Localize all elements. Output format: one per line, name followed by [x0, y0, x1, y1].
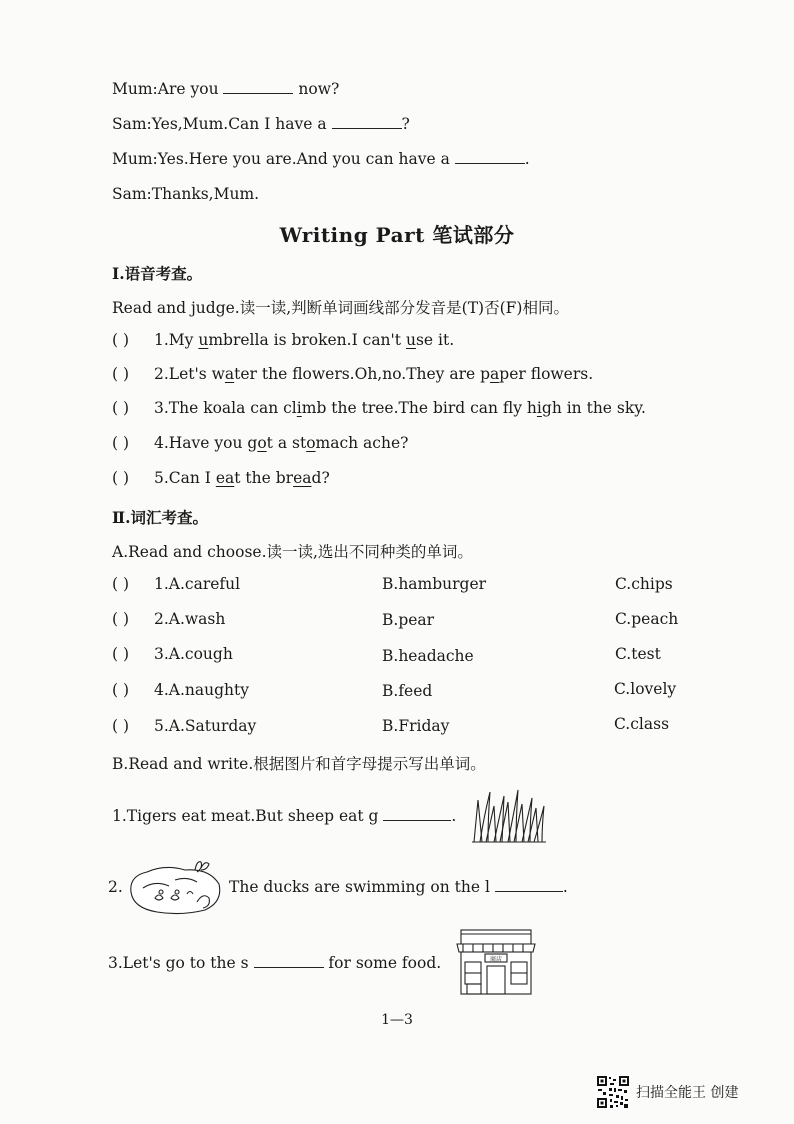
judge-item-2: ( ) 2.Let's water the flowers.Oh,no.They are paper flowers. — [112, 365, 594, 383]
answer-blank[interactable] — [383, 819, 451, 821]
option-b: B.pear — [382, 611, 435, 629]
answer-paren[interactable]: ( ) — [112, 365, 130, 383]
section1-instruction: Read and judge.读一读,判断单词画线部分发音是(T)否(F)相同。 — [112, 299, 569, 317]
option-c: C.lovely — [614, 680, 677, 698]
answer-paren[interactable]: ( ) — [112, 681, 130, 699]
answer-paren[interactable]: ( ) — [112, 610, 130, 628]
partA-instruction: A.Read and choose.读一读,选出不同种类的单词。 — [112, 543, 473, 561]
judge-item-1: ( ) 1.My umbrella is broken.I can't use it. — [112, 331, 455, 349]
dialogue-line-1: Mum:Are you now? — [112, 80, 340, 98]
choose-row-1: ( ) 1.A.careful — [112, 575, 241, 593]
choose-row-2: ( ) 2.A.wash — [112, 610, 226, 628]
judge-item-5: ( ) 5.Can I eat the bread? — [112, 469, 330, 487]
shop-sign: 商店 — [489, 956, 503, 963]
judge-item-3: ( ) 3.The koala can climb the tree.The bird can fly high in the sky. — [112, 399, 646, 417]
dialogue-line-3: Mum:Yes.Here you are.And you can have a . — [112, 150, 530, 168]
choose-row-5: ( ) 5.A.Saturday — [112, 717, 257, 735]
answer-blank[interactable] — [332, 127, 402, 129]
section1-heading: Ⅰ.语音考查。 — [112, 264, 203, 283]
choose-row-4: ( ) 4.A.naughty — [112, 681, 250, 699]
answer-paren[interactable]: ( ) — [112, 645, 130, 663]
option-c: C.class — [614, 715, 670, 733]
answer-blank[interactable] — [495, 890, 563, 892]
dialogue-line-4: Sam:Thanks,Mum. — [112, 185, 260, 203]
answer-paren[interactable]: ( ) — [112, 469, 130, 487]
choose-row-3: ( ) 3.A.cough — [112, 645, 233, 663]
option-b: B.headache — [382, 647, 474, 665]
answer-paren[interactable]: ( ) — [112, 434, 130, 452]
section2-heading: Ⅱ.词汇考查。 — [112, 508, 208, 527]
answer-paren[interactable]: ( ) — [112, 575, 130, 593]
judge-item-4: ( ) 4.Have you got a stomach ache? — [112, 434, 409, 452]
section-title: Writing Part 笔试部分 — [279, 223, 515, 247]
option-c: C.chips — [615, 575, 673, 593]
write-item-2-number: 2. — [108, 878, 123, 896]
lake-picture — [125, 858, 225, 918]
option-c: C.test — [615, 645, 661, 663]
partB-instruction: B.Read and write.根据图片和首字母提示写出单词。 — [112, 755, 486, 773]
option-b: B.feed — [382, 682, 433, 700]
answer-paren[interactable]: ( ) — [112, 331, 130, 349]
answer-paren[interactable]: ( ) — [112, 717, 130, 735]
write-item-2: The ducks are swimming on the l . — [229, 878, 568, 896]
shop-picture — [453, 926, 539, 998]
answer-paren[interactable]: ( ) — [112, 399, 130, 417]
write-item-3: 3.Let's go to the s for some food. — [108, 954, 442, 972]
answer-blank[interactable] — [223, 92, 293, 94]
option-c: C.peach — [615, 610, 679, 628]
option-b: B.hamburger — [382, 575, 487, 593]
watermark-text: 扫描全能王 创建 — [636, 1085, 739, 1101]
option-b: B.Friday — [382, 717, 450, 735]
scanner-watermark — [596, 1075, 738, 1109]
write-item-1: 1.Tigers eat meat.But sheep eat g . — [112, 807, 457, 825]
grass-picture — [470, 786, 548, 844]
answer-blank[interactable] — [254, 966, 324, 968]
dialogue-line-2: Sam:Yes,Mum.Can I have a ? — [112, 115, 410, 133]
page-number: 1—3 — [381, 1012, 413, 1028]
answer-blank[interactable] — [455, 162, 525, 164]
qr-code-icon — [596, 1075, 630, 1109]
